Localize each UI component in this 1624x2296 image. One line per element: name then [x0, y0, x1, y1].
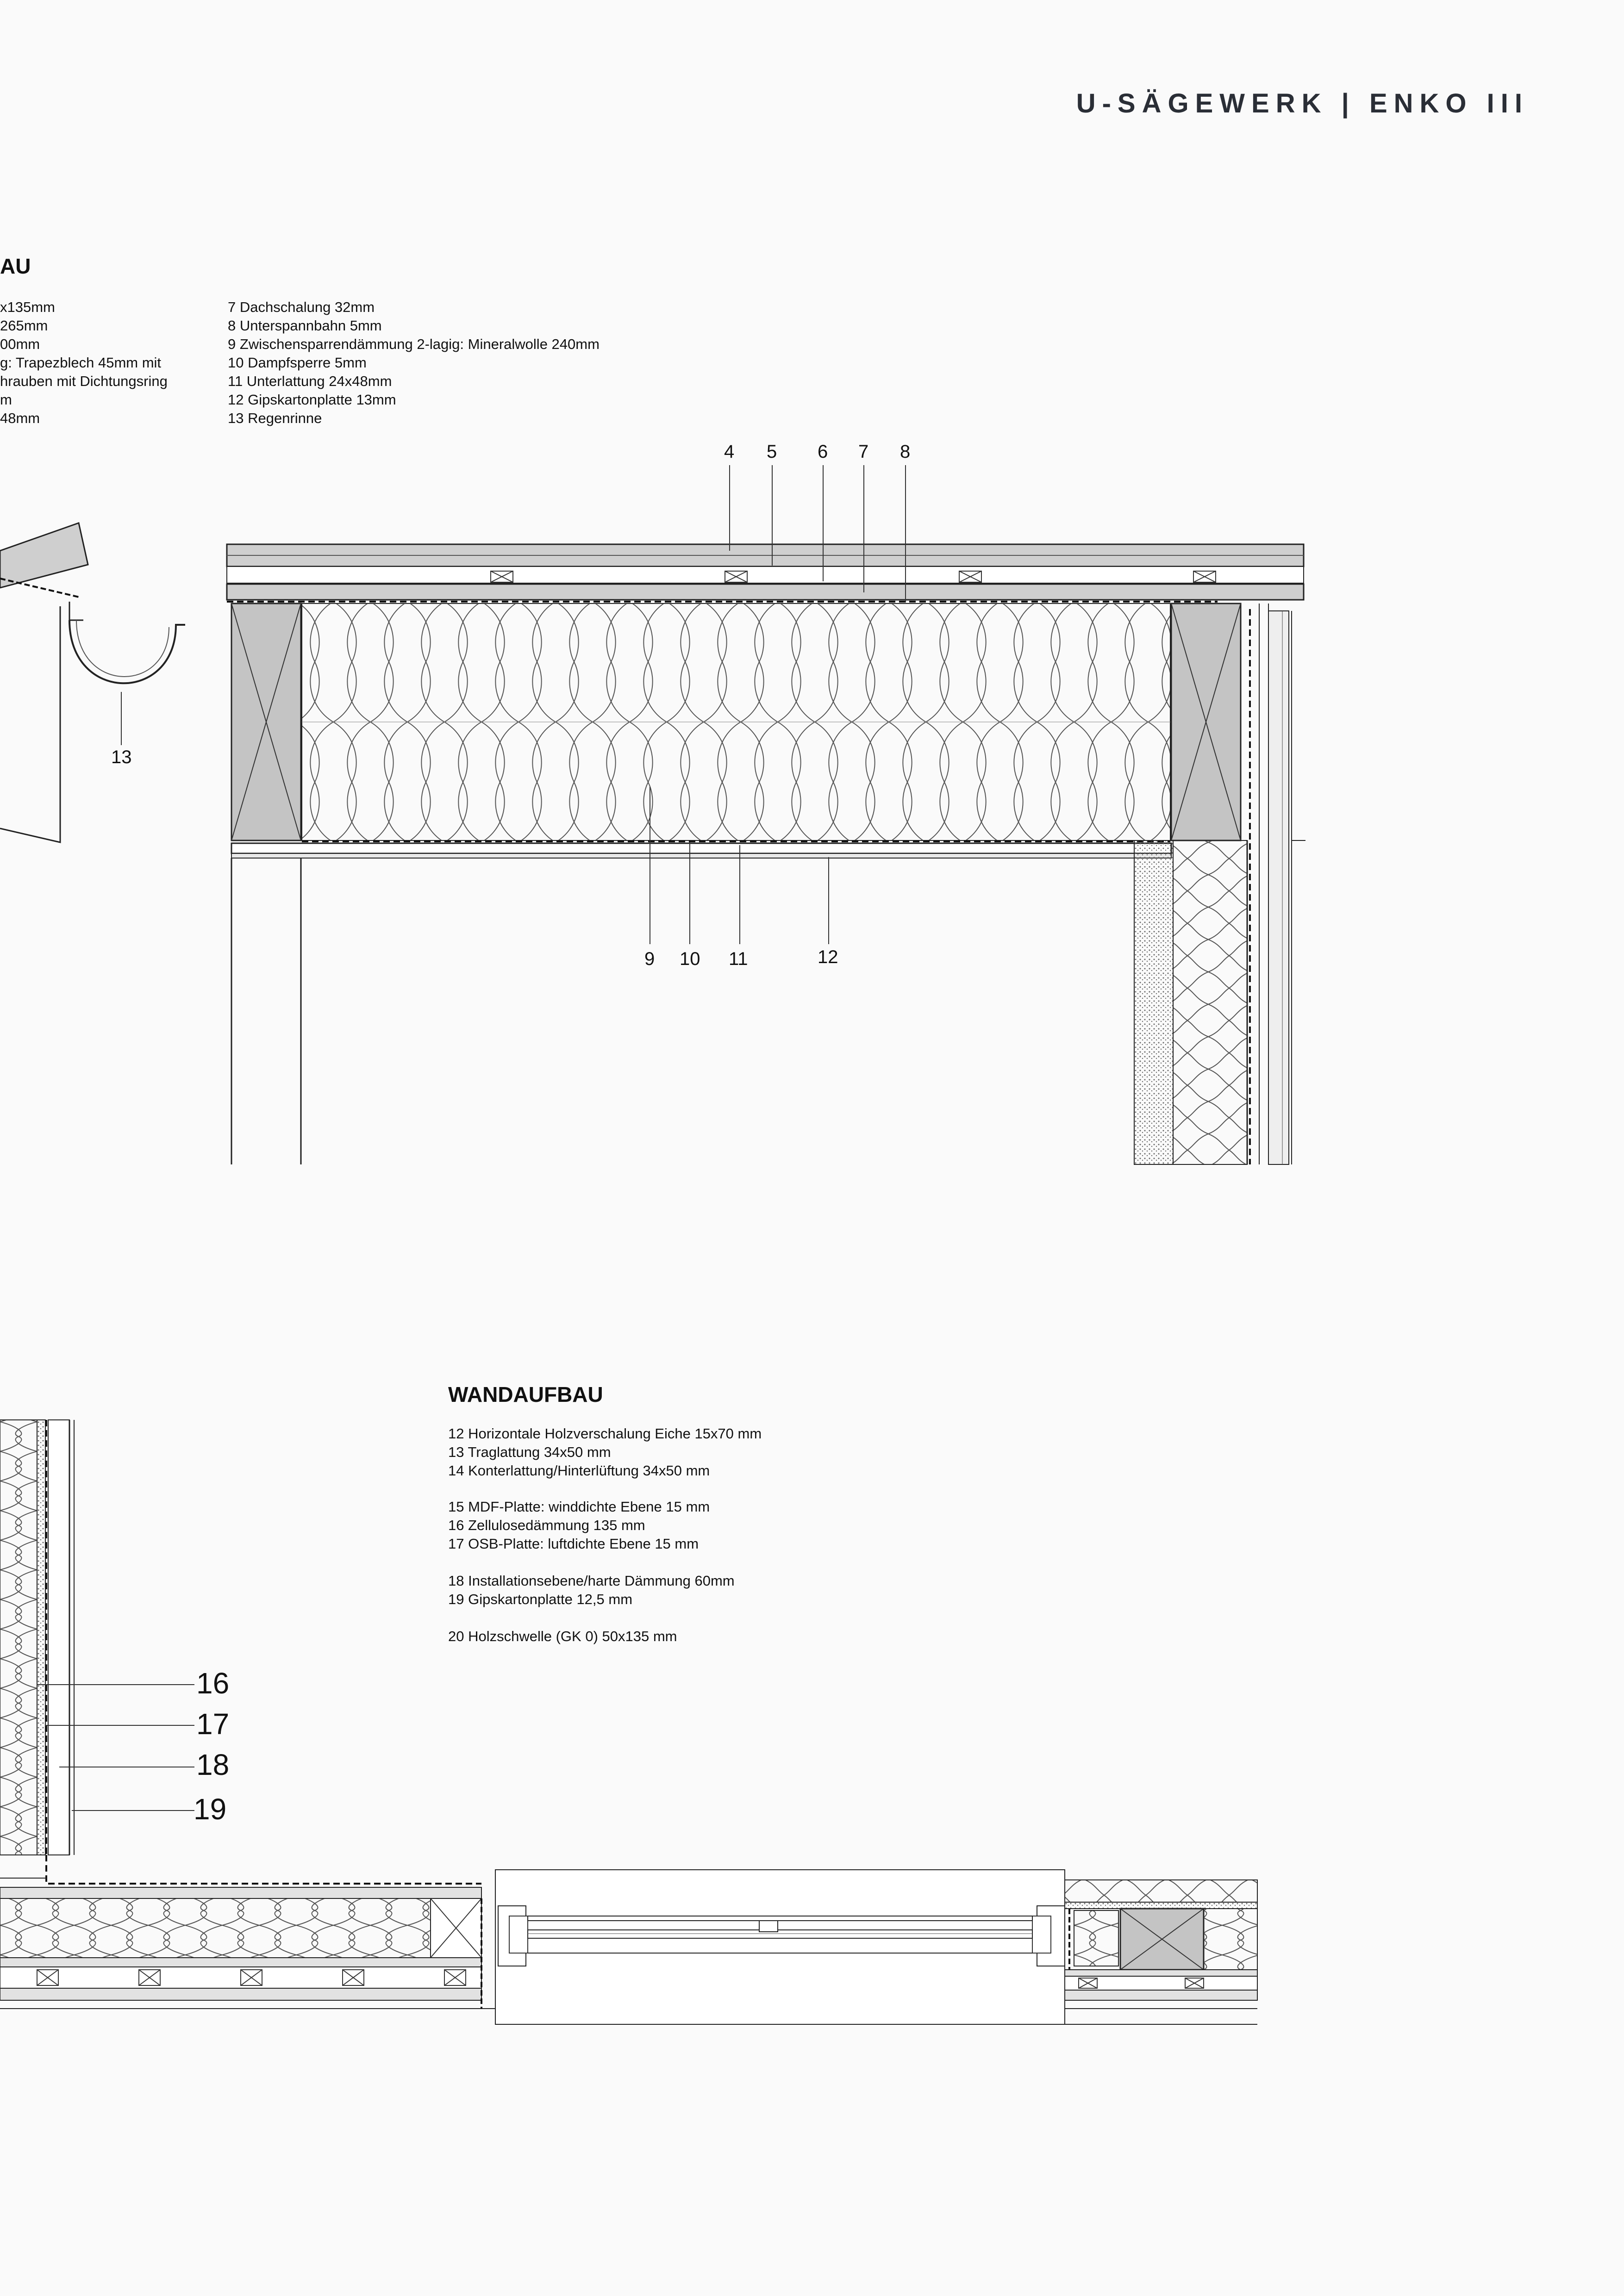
wall-legend-item: 13 Traglattung 34x50 mm [448, 1444, 611, 1460]
roof-legend-left-line: 48mm [0, 410, 40, 426]
wall-legend-item: 20 Holzschwelle (GK 0) 50x135 mm [448, 1628, 677, 1644]
roof-title-fragment: AU [0, 254, 31, 278]
roof-legend-left-line: m [0, 392, 12, 408]
roof-legend-left-line: hrauben mit Dichtungsring [0, 373, 168, 389]
roof-callout: 10 [680, 949, 700, 969]
wall-legend-item: 12 Horizontale Holzverschalung Eiche 15x70 mm [448, 1425, 762, 1442]
roof-callout: 8 [900, 442, 911, 462]
wall-title: WANDAUFBAU [448, 1382, 603, 1406]
wall-legend-item: 18 Installationsebene/harte Dämmung 60mm [448, 1573, 735, 1589]
wall-legend-item: 16 Zellulosedämmung 135 mm [448, 1517, 645, 1533]
roof-legend-item: 8 Unterspannbahn 5mm [228, 317, 382, 334]
wall-legend-item: 14 Konterlattung/Hinterlüftung 34x50 mm [448, 1462, 710, 1479]
wall-callout: 17 [196, 1707, 230, 1741]
roof-legend-left-line: g: Trapezblech 45mm mit [0, 355, 162, 371]
wall-callout: 18 [196, 1748, 230, 1781]
roof-callout: 9 [644, 949, 655, 969]
roof-callout: 12 [818, 947, 838, 967]
roof-legend-item: 12 Gipskartonplatte 13mm [228, 392, 396, 408]
roof-callout: 4 [724, 442, 735, 462]
roof-legend-item: 10 Dampfsperre 5mm [228, 355, 367, 371]
roof-legend-left-line: 265mm [0, 317, 48, 334]
roof-legend-item: 9 Zwischensparrendämmung 2-lagig: Mineralwolle 240mm [228, 336, 600, 352]
wall-callout: 19 [194, 1792, 227, 1826]
roof-legend-left-line: x135mm [0, 299, 55, 315]
roof-callout: 5 [767, 442, 777, 462]
roof-legend-left-line: 00mm [0, 336, 40, 352]
gutter-callout: 13 [111, 747, 132, 767]
wall-legend-item: 15 MDF-Platte: winddichte Ebene 15 mm [448, 1499, 710, 1515]
roof-legend-item: 13 Regenrinne [228, 410, 322, 426]
wall-legend-item: 19 Gipskartonplatte 12,5 mm [448, 1591, 633, 1607]
roof-callout: 6 [818, 442, 828, 462]
sheet-title: U-SÄGEWERK | ENKO III [1076, 88, 1529, 118]
roof-legend-item: 7 Dachschalung 32mm [228, 299, 375, 315]
wall-callout: 16 [196, 1667, 230, 1700]
wall-legend-item: 17 OSB-Platte: luftdichte Ebene 15 mm [448, 1536, 699, 1552]
roof-callout: 7 [858, 442, 869, 462]
roof-legend-item: 11 Unterlattung 24x48mm [228, 373, 392, 389]
roof-callout: 11 [729, 949, 748, 969]
